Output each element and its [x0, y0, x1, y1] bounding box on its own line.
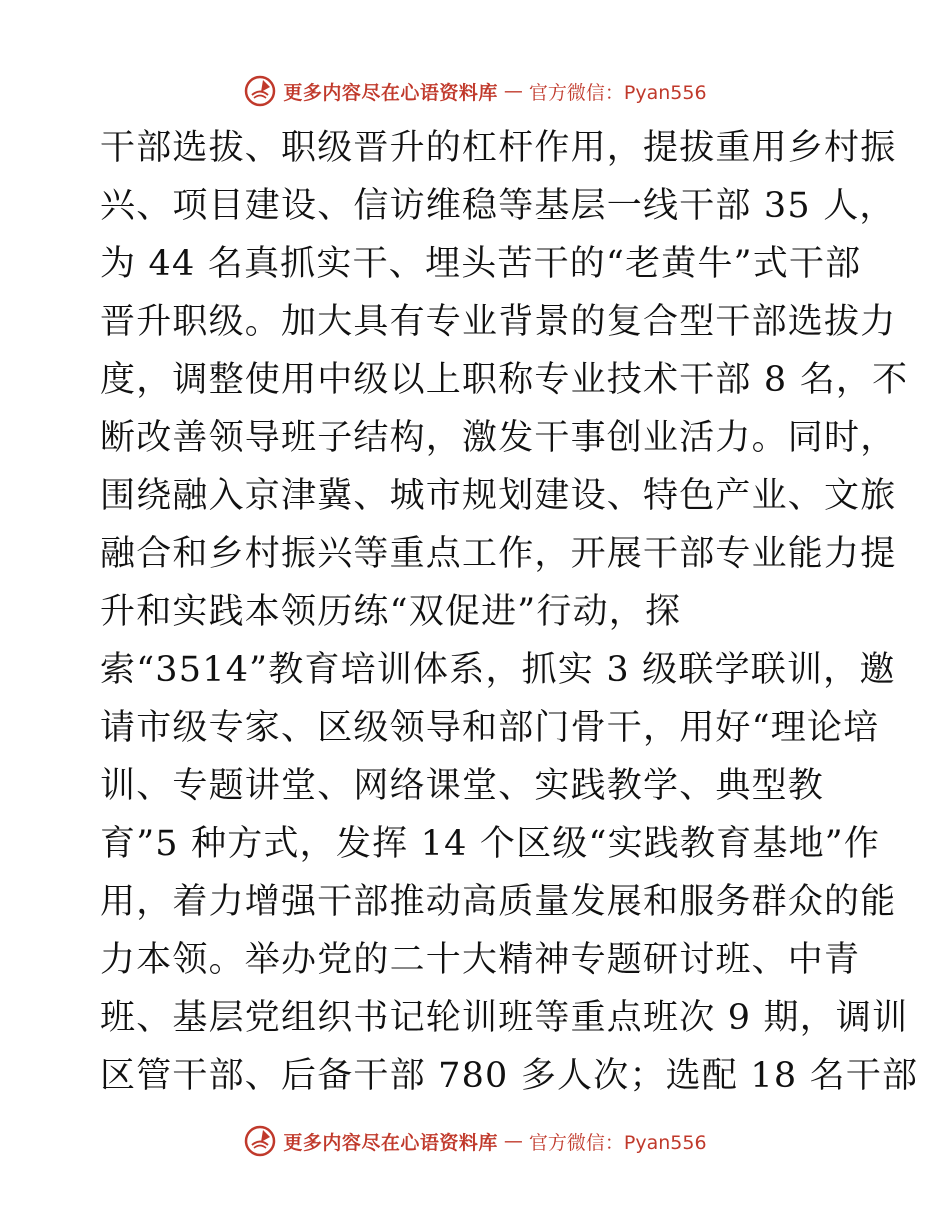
book-pen-logo-icon [243, 74, 277, 108]
body-line: 请市级专家、区级领导和部门骨干，用好“理论培 [100, 708, 880, 748]
body-line: 围绕融入京津冀、城市规划建设、特色产业、文旅 [100, 476, 897, 516]
body-line: 训、专题讲堂、网络课堂、实践教学、典型教 [100, 766, 825, 806]
body-line: 力本领。举办党的二十大精神专题研讨班、中青 [100, 940, 861, 980]
footer-contact-text: 官方微信：Pyan556 [528, 1131, 707, 1154]
document-body [100, 124, 919, 1110]
body-line: 班、基层党组织书记轮训班等重点班次 9 期，调训 [100, 998, 909, 1038]
body-line: 索“3514”教育培训体系，抓实 3 级联学联训，邀 [100, 650, 896, 690]
body-line: 区管干部、后备干部 780 多人次；选配 18 名干部 [100, 1056, 919, 1096]
body-line: 兴、项目建设、信访维稳等基层一线干部 35 人， [100, 186, 896, 226]
body-line: 度，调整使用中级以上职称专业技术干部 8 名，不 [100, 360, 909, 400]
footer-separator: — [503, 1130, 523, 1152]
book-pen-logo-icon [243, 1124, 277, 1158]
body-line: 为 44 名真抓实干、埋头苦干的“老黄牛”式干部 [100, 244, 862, 284]
body-line: 断改善领导班子结构，激发干事创业活力。同时， [100, 418, 897, 458]
body-line: 干部选拔、职级晋升的杠杆作用，提拔重用乡村振 [100, 128, 897, 168]
body-line: 融合和乡村振兴等重点工作，开展干部专业能力提 [100, 534, 897, 574]
footer-brand-text: 更多内容尽在心语资料库 [283, 1131, 498, 1154]
header-separator: — [503, 80, 523, 102]
footer-banner [0, 1124, 950, 1158]
body-line: 升和实践本领历练“双促进”行动，探 [100, 592, 682, 632]
body-line: 育”5 种方式，发挥 14 个区级“实践教育基地”作 [100, 824, 881, 864]
header-brand-text: 更多内容尽在心语资料库 [283, 81, 498, 104]
body-line: 用，着力增强干部推动高质量发展和服务群众的能 [100, 882, 897, 922]
header-contact-text: 官方微信：Pyan556 [528, 81, 707, 104]
header-banner [0, 74, 950, 108]
body-line: 晋升职级。加大具有专业背景的复合型干部选拔力 [100, 302, 897, 342]
